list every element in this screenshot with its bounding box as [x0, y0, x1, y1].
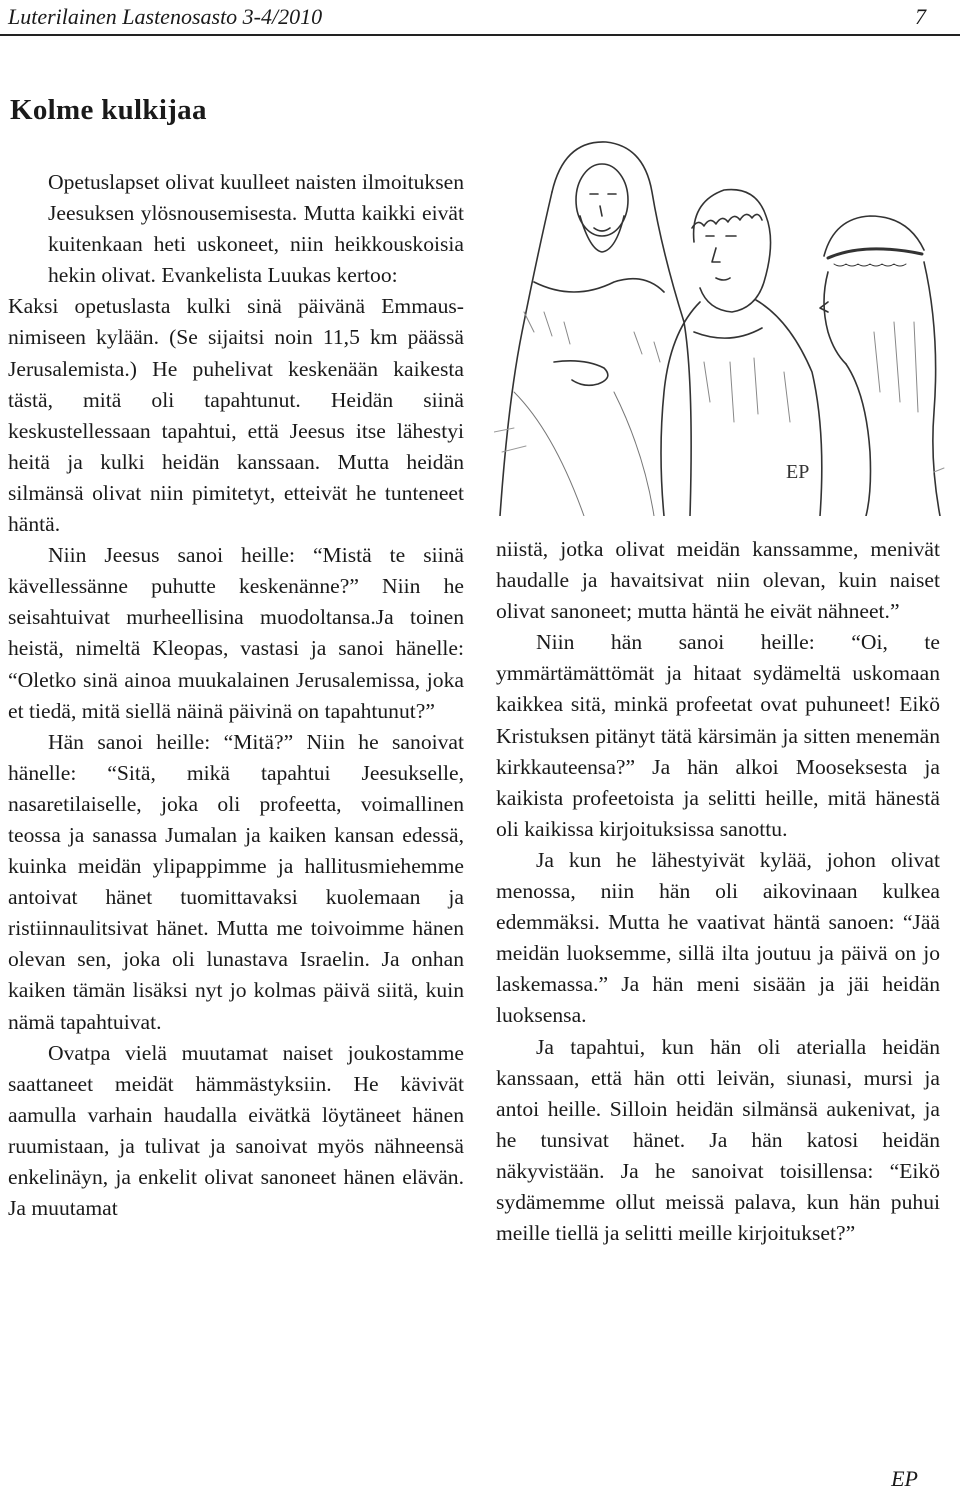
body-paragraph: Ja kun he lähestyivät kylää, johon olivat menossa, niin hän oli aikovinaan kulkea edemmäksi. Mutta he vaativat häntä sanoen: “Jää meidän luoksemme, sillä ilta joutuu ja päivä on jo laskemassa.” Ja hän meni sisään ja jäi heidän luoksensa.: [496, 847, 940, 1028]
running-header: [0, 0, 960, 36]
intro-paragraph: Opetuslapset olivat kuulleet naisten ilmoituksen Jeesuksen ylösnousemisesta. Mutta kaikki eivät kuitenkaan heti uskoneet, niin heikkouskoisia hekin olivat. Evankelista Luukas kertoo:: [48, 170, 464, 288]
body-paragraph: Ja tapahtui, kun hän oli aterialla heidän kanssaan, että hän otti leivän, siunasi, mursi ja antoi heille. Silloin heidän silmänsä aukenivat, ja he tunsivat hänet. Ja hän katosi heidän näkyvistään. Ja he sanoivat toisillensa: “Eikö sydämemme ollut meissä palava, kun hän puhui meille tiellä ja selitti meille kirjoitukset?”: [496, 1034, 940, 1246]
author-signature: EP: [891, 1466, 918, 1491]
body-paragraph: Niin Jeesus sanoi heille: “Mistä te siinä kävellessänne puhutte keskenänne?” Niin he seisahtuivat murheellisina muodoltansa.Ja toinen heistä, nimeltä Kleopas, vastasi ja sanoi hänelle: “Oletko sinä ainoa muukalainen Jerusalemissa, joka et tiedä, mitä siellä näinä päivinä on tapahtunut?”: [8, 543, 464, 723]
page-number: 7: [915, 4, 926, 29]
body-paragraph: Ovatpa vielä muutamat naiset joukostamme saattaneet meidät hämmästyksiin. He kävivät aamulla varhain haudalla eivätkä löytäneet hänen ruumistaan, ja tulivat ja sanoivat myös nähneensä enkelinäyn, ja enkelit olivat sanoneet hänen elävän. Ja muutamat: [8, 1040, 464, 1221]
publication-name: Luterilainen Lastenosasto 3-4/2010: [8, 4, 323, 29]
left-column: [8, 167, 464, 1224]
illustration-three-travelers: [494, 132, 946, 516]
body-paragraph: Hän sanoi heille: “Mitä?” Niin he sanoivat hänelle: “Sitä, mikä tapahtui Jeesukselle, nasaretilaiselle, joka oli profeetta, voimallinen teossa ja sanassa Jumalan ja kaiken kansan edessä, kuinka meidän ylipappimme ja hallitusmiehemme antoivat hänet tuomittavaksi kuolemaan ja ristiinnaulitsivat hänet. Mutta me toivoimme hänen olevan sen, joka oli lunastava Israelin. Ja onhan kaiken tämän lisäksi nyt jo kolmas päivä siitä, kuin nämä tapahtuivat.: [8, 729, 464, 1034]
illustration-monogram: EP: [786, 461, 810, 483]
body-paragraph: Niin hän sanoi heille: “Oi, te ymmärtämättömät ja hitaat sydämeltä uskomaan kaikkea sitä, minkä profeetat ovat puhuneet! Eikö Kristuksen pitänyt tätä kärsimän ja sitten menemän kirkkauteensa?” Ja hän alkoi Mooseksesta ja kaikista profeetoista ja selitti heille, mitä hänestä oli kaikissa kirjoituksissa sanottu.: [496, 630, 940, 841]
body-paragraph: niistä, jotka olivat meidän kanssamme, menivät haudalle ja havaitsivat niin olevan, kuin naiset olivat sanoneet; mutta häntä he eivät nähneet.”: [496, 537, 940, 624]
right-column: [496, 534, 940, 1249]
pencil-sketch-illustration: [494, 132, 946, 516]
body-paragraph: Kaksi opetuslasta kulki sinä päivänä Emmaus-nimiseen kylään. (Se sijaitsi noin 11,5 km päässä Jerusalemista.) He puhelivat keskenään kaikesta tästä, mitä oli tapahtunut. Heidän siinä keskustellessaan tapahtui, että Jeesus itse lähestyi heitä ja kulki heidän kanssaan. Mutta heidän silmänsä olivat niin pimitetyt, etteivät he tunteneet häntä.: [8, 294, 464, 537]
article-title: Kolme kulkijaa: [10, 94, 207, 126]
